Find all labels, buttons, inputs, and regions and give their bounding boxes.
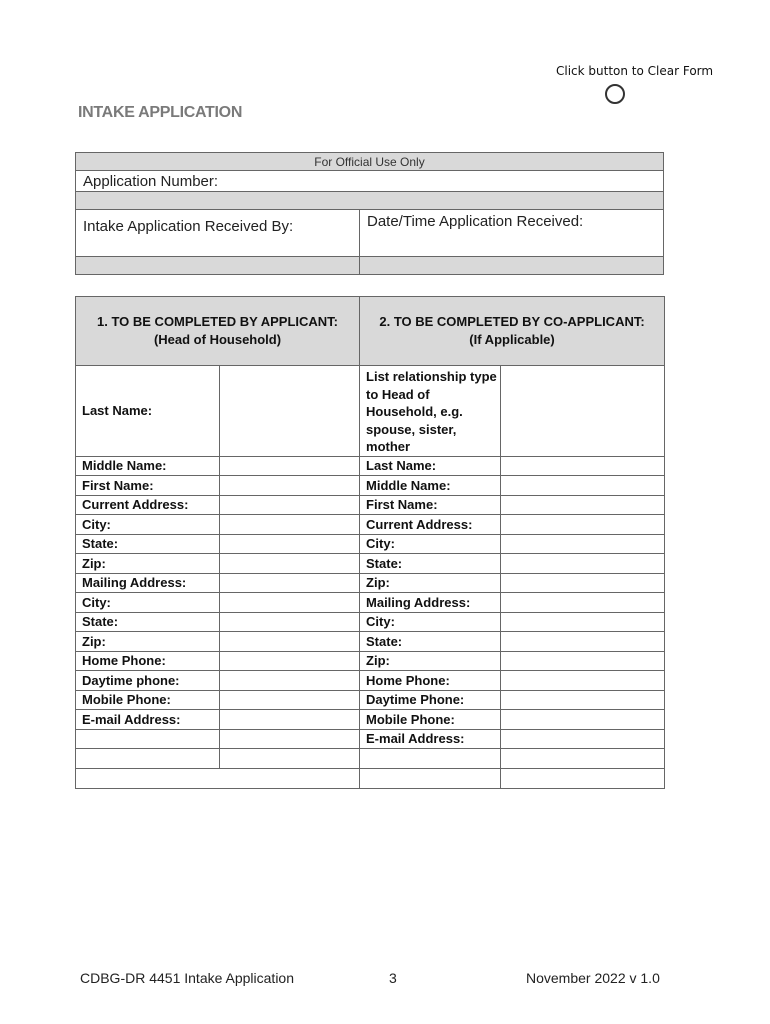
coapplicant-field-value[interactable] — [501, 710, 665, 730]
coapplicant-field-value[interactable] — [501, 651, 665, 671]
received-row — [75, 210, 664, 257]
table-row — [76, 534, 665, 554]
applicant-heading-line1: 1. TO BE COMPLETED BY APPLICANT: — [97, 314, 339, 329]
official-band-bottom — [75, 257, 664, 275]
applicant-field-value[interactable] — [220, 476, 360, 496]
coapplicant-field-label — [360, 749, 501, 769]
applicant-field-label: Daytime phone: — [76, 671, 220, 691]
coapplicant-field-label: Zip: — [360, 651, 501, 671]
coapplicant-field-value-input[interactable] — [501, 554, 664, 573]
coapplicant-field-label: City: — [360, 612, 501, 632]
applicant-field-value[interactable] — [220, 612, 360, 632]
coapplicant-field-label: State: — [360, 632, 501, 652]
coapplicant-field-value-input[interactable] — [501, 496, 664, 515]
footer-page-number: 3 — [389, 970, 397, 986]
applicant-field-label: Mailing Address: — [76, 573, 220, 593]
coapplicant-relationship-value-input[interactable] — [501, 366, 664, 456]
applicant-field-value[interactable] — [220, 366, 360, 457]
applicant-blank-cell — [76, 768, 360, 788]
table-row — [76, 749, 665, 769]
coapplicant-field-value-input[interactable] — [501, 769, 664, 788]
coapplicant-field-value[interactable] — [501, 515, 665, 535]
table-row — [76, 690, 665, 710]
applicant-field-value[interactable] — [220, 729, 360, 749]
coapplicant-field-value[interactable] — [501, 534, 665, 554]
coapplicant-field-value[interactable] — [501, 573, 665, 593]
applicant-field-value[interactable] — [220, 495, 360, 515]
applicant-field-label: First Name: — [76, 476, 220, 496]
application-number-field[interactable] — [75, 171, 664, 192]
table-row — [76, 476, 665, 496]
coapplicant-heading-line2: (If Applicable) — [469, 332, 555, 347]
applicant-field-value[interactable] — [220, 573, 360, 593]
applicant-field-value-input[interactable] — [220, 691, 359, 710]
applicant-field-value[interactable] — [220, 534, 360, 554]
applicant-field-value[interactable] — [220, 690, 360, 710]
applicant-field-label: Zip: — [76, 632, 220, 652]
table-row — [76, 768, 665, 788]
date-time-received-field[interactable] — [360, 210, 663, 256]
table-row — [76, 729, 665, 749]
applicant-field-value-input[interactable] — [220, 457, 359, 476]
official-use-heading — [75, 152, 664, 171]
coapplicant-field-label: E-mail Address: — [360, 729, 501, 749]
coapplicant-field-value-input[interactable] — [501, 593, 664, 612]
received-by-label: Intake Application Received By: — [83, 218, 294, 235]
applicant-field-value-input[interactable] — [220, 366, 359, 456]
coapplicant-relationship-label: List relationship type to Head of Household, e.g. spouse, sister, mother — [360, 366, 501, 457]
coapplicant-field-label: Last Name: — [360, 456, 501, 476]
applicant-field-label: Middle Name: — [76, 456, 220, 476]
coapplicant-field-label: Zip: — [360, 573, 501, 593]
applicant-field-label: Home Phone: — [76, 651, 220, 671]
applicant-field-value-input[interactable] — [220, 632, 359, 651]
applicant-field-value-input[interactable] — [220, 554, 359, 573]
coapplicant-field-value-input[interactable] — [501, 515, 664, 534]
coapplicant-field-value[interactable] — [501, 456, 665, 476]
applicant-field-label: City: — [76, 593, 220, 613]
coapplicant-field-value-input[interactable] — [501, 457, 664, 476]
applicant-field-value-input[interactable] — [220, 730, 359, 749]
applicant-field-value[interactable] — [220, 749, 360, 769]
applicant-field-value[interactable] — [220, 456, 360, 476]
official-band-right — [360, 257, 663, 274]
coapplicant-field-value[interactable] — [501, 632, 665, 652]
coapplicant-field-value-input[interactable] — [501, 671, 664, 690]
table-row — [76, 366, 665, 457]
applicant-table-header — [76, 297, 665, 366]
table-row — [76, 515, 665, 535]
applicant-field-value-input[interactable] — [220, 535, 359, 554]
table-row — [76, 651, 665, 671]
coapplicant-field-value[interactable] — [501, 612, 665, 632]
table-row — [76, 710, 665, 730]
coapplicant-field-value[interactable] — [501, 671, 665, 691]
applicant-field-value[interactable] — [220, 651, 360, 671]
table-row — [76, 671, 665, 691]
received-by-field[interactable] — [76, 210, 360, 256]
applicant-field-label: Mobile Phone: — [76, 690, 220, 710]
official-band-left — [76, 257, 360, 274]
applicant-field-value-input[interactable] — [220, 671, 359, 690]
coapplicant-field-value-input[interactable] — [501, 476, 664, 495]
applicant-field-value[interactable] — [220, 593, 360, 613]
coapplicant-field-label: City: — [360, 534, 501, 554]
applicant-field-label — [76, 749, 220, 769]
coapplicant-field-value[interactable] — [501, 768, 665, 788]
applicant-field-value-input[interactable] — [220, 613, 359, 632]
applicant-field-label: State: — [76, 612, 220, 632]
applicant-table — [75, 296, 665, 789]
table-row — [76, 554, 665, 574]
coapplicant-field-label: Current Address: — [360, 515, 501, 535]
coapplicant-field-value[interactable] — [501, 476, 665, 496]
applicant-field-value-input[interactable] — [220, 710, 359, 729]
applicant-field-label: Current Address: — [76, 495, 220, 515]
coapplicant-heading-line1: 2. TO BE COMPLETED BY CO-APPLICANT: — [379, 314, 645, 329]
coapplicant-field-value-input[interactable] — [501, 691, 664, 710]
coapplicant-field-label: Daytime Phone: — [360, 690, 501, 710]
coapplicant-field-value-input[interactable] — [501, 632, 664, 651]
coapplicant-field-value-input[interactable] — [501, 749, 664, 768]
applicant-field-label: State: — [76, 534, 220, 554]
applicant-field-label — [76, 729, 220, 749]
coapplicant-field-label: Home Phone: — [360, 671, 501, 691]
applicant-field-value[interactable] — [220, 710, 360, 730]
clear-form-label: Click button to Clear Form — [556, 64, 714, 78]
coapplicant-field-value-input[interactable] — [501, 652, 664, 671]
applicant-field-label: City: — [76, 515, 220, 535]
footer-version: November 2022 v 1.0 — [526, 970, 660, 986]
coapplicant-field-label: First Name: — [360, 495, 501, 515]
applicant-field-value-input[interactable] — [220, 652, 359, 671]
applicant-field-label: E-mail Address: — [76, 710, 220, 730]
footer-form-name: CDBG-DR 4451 Intake Application — [80, 970, 294, 986]
table-row — [76, 612, 665, 632]
application-number-label: Application Number: — [83, 172, 219, 190]
coapplicant-field-label: Middle Name: — [360, 476, 501, 496]
coapplicant-field-value[interactable] — [501, 690, 665, 710]
coapplicant-field-value[interactable] — [501, 554, 665, 574]
table-row — [76, 495, 665, 515]
table-row — [76, 456, 665, 476]
applicant-field-value[interactable] — [220, 554, 360, 574]
coapplicant-field-value[interactable] — [501, 495, 665, 515]
applicant-field-value-input[interactable] — [220, 593, 359, 612]
official-use-table — [75, 152, 664, 275]
coapplicant-field-value-input[interactable] — [501, 730, 664, 749]
coapplicant-field-value-input[interactable] — [501, 574, 664, 593]
applicant-heading-line2: (Head of Household) — [153, 332, 282, 347]
coapplicant-field-value[interactable] — [501, 749, 665, 769]
coapplicant-field-value-input[interactable] — [501, 535, 664, 554]
applicant-field-label: Zip: — [76, 554, 220, 574]
applicant-field-value-input[interactable] — [220, 515, 359, 534]
official-band — [75, 192, 664, 210]
page-title: INTAKE APPLICATION — [78, 104, 243, 121]
table-row — [76, 632, 665, 652]
coapplicant-heading — [360, 297, 665, 366]
applicant-field-value-input[interactable] — [220, 476, 359, 495]
coapplicant-relationship-value[interactable] — [501, 366, 665, 457]
coapplicant-field-value-input[interactable] — [501, 613, 664, 632]
coapplicant-field-value[interactable] — [501, 593, 665, 613]
applicant-field-value[interactable] — [220, 515, 360, 535]
date-time-received-label: Date/Time Application Received: — [367, 213, 584, 230]
official-use-heading-text: For Official Use Only — [314, 154, 425, 169]
applicant-field-value-input[interactable] — [220, 749, 359, 768]
coapplicant-field-label: Mailing Address: — [360, 593, 501, 613]
clear-form-button[interactable] — [605, 84, 625, 104]
coapplicant-field-label: State: — [360, 554, 501, 574]
applicant-field-value-input[interactable] — [220, 574, 359, 593]
coapplicant-field-label — [360, 768, 501, 788]
coapplicant-field-value-input[interactable] — [501, 710, 664, 729]
applicant-heading — [76, 297, 360, 366]
coapplicant-field-label: Mobile Phone: — [360, 710, 501, 730]
applicant-field-value[interactable] — [220, 671, 360, 691]
table-row — [76, 573, 665, 593]
applicant-field-value[interactable] — [220, 632, 360, 652]
coapplicant-field-value[interactable] — [501, 729, 665, 749]
applicant-field-label: Last Name: — [76, 366, 220, 457]
table-row — [76, 593, 665, 613]
applicant-field-value-input[interactable] — [220, 496, 359, 515]
